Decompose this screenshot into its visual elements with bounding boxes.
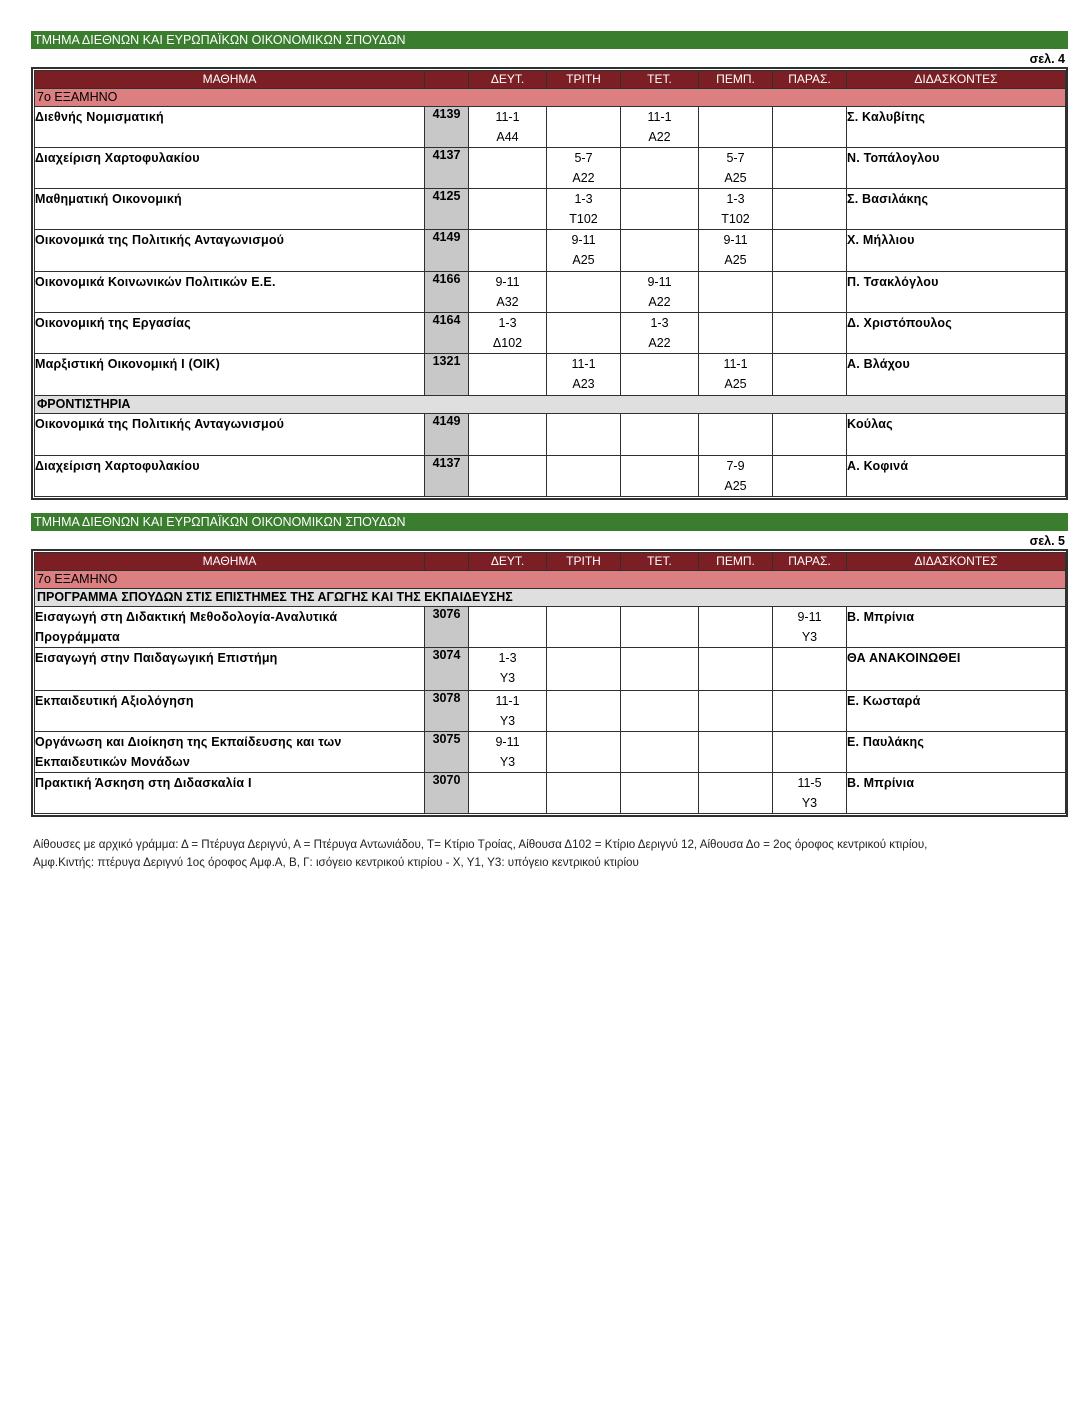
slot-time: 1-3 — [498, 651, 517, 665]
rooms-footnote — [33, 836, 1063, 872]
thursday-slot — [699, 354, 773, 396]
course-code: 4149 — [425, 230, 469, 272]
header-friday: ΠΑΡΑΣ. — [773, 71, 847, 89]
header-thursday: ΠΕΜΠ. — [699, 553, 773, 571]
monday-slot — [469, 414, 547, 456]
thursday-slot — [699, 272, 773, 313]
course-name: Διαχείριση Χαρτοφυλακίου — [35, 456, 425, 497]
teacher-name: Δ. Χριστόπουλος — [847, 313, 1066, 354]
slot-time: 9-11 — [723, 233, 748, 247]
course-name: Οικονομικά Κοινωνικών Πολιτικών Ε.Ε. — [35, 272, 425, 313]
teacher-name: Σ. Καλυβίτης — [847, 107, 1066, 148]
monday-slot — [469, 648, 547, 691]
header-monday: ΔΕΥΤ. — [469, 71, 547, 89]
wednesday-slot — [621, 773, 699, 814]
slot-time: 11-5 — [797, 776, 822, 790]
slot-room: Α25 — [724, 377, 747, 391]
wednesday-slot — [621, 354, 699, 396]
header-tuesday: ΤΡΙΤΗ — [547, 553, 621, 571]
slot-room: Α23 — [572, 377, 595, 391]
course-row — [35, 354, 1066, 396]
thursday-slot — [699, 773, 773, 814]
schedule-section-page-4 — [31, 31, 1068, 500]
monday-slot — [469, 313, 547, 354]
course-name: Εισαγωγή στην Παιδαγωγική Επιστήμη — [35, 648, 425, 691]
teacher-name: Χ. Μήλλιου — [847, 230, 1066, 272]
course-name: Εκπαιδευτική Αξιολόγηση — [35, 691, 425, 732]
friday-slot — [773, 148, 847, 189]
course-row — [35, 456, 1066, 497]
header-code — [425, 553, 469, 571]
tuesday-slot — [547, 414, 621, 456]
slot-room: Α44 — [496, 130, 519, 144]
slot-time: 1-3 — [726, 192, 745, 206]
tuesday-slot — [547, 607, 621, 648]
course-row — [35, 607, 1066, 648]
course-code: 3078 — [425, 691, 469, 732]
program-subheader-row — [35, 589, 1066, 607]
teacher-name: Β. Μπρίνια — [847, 773, 1066, 814]
course-code: 3075 — [425, 732, 469, 773]
course-code: 1321 — [425, 354, 469, 396]
thursday-slot — [699, 691, 773, 732]
course-code: 4137 — [425, 148, 469, 189]
slot-time: 9-11 — [495, 735, 520, 749]
course-name: Μαθηματική Οικονομική — [35, 189, 425, 230]
course-row — [35, 272, 1066, 313]
header-row — [35, 71, 1066, 89]
wednesday-slot — [621, 607, 699, 648]
thursday-slot — [699, 189, 773, 230]
friday-slot — [773, 773, 847, 814]
monday-slot — [469, 732, 547, 773]
department-banner: ΤΜΗΜΑ ΔΙΕΘΝΩΝ ΚΑΙ ΕΥΡΩΠΑΪΚΩΝ ΟΙΚΟΝΟΜΙΚΩΝ ΣΠΟΥΔΩΝ — [31, 31, 1068, 49]
teacher-name: Κούλας — [847, 414, 1066, 456]
header-wednesday: ΤΕΤ. — [621, 553, 699, 571]
monday-slot — [469, 691, 547, 732]
slot-room: Δ102 — [492, 336, 523, 350]
teacher-name: Β. Μπρίνια — [847, 607, 1066, 648]
monday-slot — [469, 456, 547, 497]
course-name: Μαρξιστική Οικονομική Ι (ΟΙΚ) — [35, 354, 425, 396]
monday-slot — [469, 107, 547, 148]
tuesday-slot — [547, 148, 621, 189]
wednesday-slot — [621, 313, 699, 354]
slot-time: 5-7 — [574, 151, 593, 165]
course-name: Πρακτική Άσκηση στη Διδασκαλία Ι — [35, 773, 425, 814]
wednesday-slot — [621, 230, 699, 272]
course-row — [35, 414, 1066, 456]
monday-slot — [469, 607, 547, 648]
slot-time: 11-1 — [647, 110, 672, 124]
monday-slot — [469, 189, 547, 230]
slot-room: Τ102 — [569, 212, 598, 226]
tuesday-slot — [547, 107, 621, 148]
course-row — [35, 732, 1066, 773]
course-code: 4164 — [425, 313, 469, 354]
slot-time: 11-1 — [495, 694, 520, 708]
wednesday-slot — [621, 189, 699, 230]
tuesday-slot — [547, 456, 621, 497]
page-number: σελ. 5 — [1029, 534, 1065, 548]
slot-time: 11-1 — [495, 110, 520, 124]
wednesday-slot — [621, 272, 699, 313]
course-code: 4166 — [425, 272, 469, 313]
course-code: 3074 — [425, 648, 469, 691]
thursday-slot — [699, 313, 773, 354]
course-code: 4125 — [425, 189, 469, 230]
monday-slot — [469, 230, 547, 272]
monday-slot — [469, 354, 547, 396]
course-row — [35, 189, 1066, 230]
course-code: 4139 — [425, 107, 469, 148]
course-code: 3076 — [425, 607, 469, 648]
semester-label: 7ο ΕΞΑΜΗΝΟ — [35, 89, 1066, 107]
slot-room: Α32 — [496, 295, 519, 309]
slot-time: 11-1 — [571, 357, 596, 371]
wednesday-slot — [621, 691, 699, 732]
wednesday-slot — [621, 648, 699, 691]
course-name: Οικονομική της Εργασίας — [35, 313, 425, 354]
friday-slot — [773, 691, 847, 732]
course-name: Οργάνωση και Διοίκηση της Εκπαίδευσης και των Εκπαιδευτικών Μονάδων — [35, 732, 425, 773]
course-row — [35, 148, 1066, 189]
slot-time: 1-3 — [650, 316, 669, 330]
course-row — [35, 107, 1066, 148]
slot-time: 9-11 — [495, 275, 520, 289]
slot-room: Υ3 — [499, 714, 516, 728]
schedule-table-frame — [31, 549, 1068, 817]
teacher-name: Ε. Παυλάκης — [847, 732, 1066, 773]
wednesday-slot — [621, 148, 699, 189]
department-banner: ΤΜΗΜΑ ΔΙΕΘΝΩΝ ΚΑΙ ΕΥΡΩΠΑΪΚΩΝ ΟΙΚΟΝΟΜΙΚΩΝ ΣΠΟΥΔΩΝ — [31, 513, 1068, 531]
tuesday-slot — [547, 313, 621, 354]
wednesday-slot — [621, 414, 699, 456]
schedule-section-page-5 — [31, 513, 1068, 817]
course-name: Διεθνής Νομισματική — [35, 107, 425, 148]
friday-slot — [773, 732, 847, 773]
thursday-slot — [699, 607, 773, 648]
footnote-line: Αίθουσες με αρχικό γράμμα: Δ = Πτέρυγα Δεριγνύ, Α = Πτέρυγα Αντωνιάδου, Τ= Κτίριο Τροίας, Αίθουσα Δ102 = Κτίριο Δεριγνύ 12, Αίθουσα Δο = 2ος όροφος κεντρικού κτιρίου, — [33, 838, 928, 851]
tuesday-slot — [547, 230, 621, 272]
course-code: 3070 — [425, 773, 469, 814]
slot-room: Α25 — [724, 479, 747, 493]
slot-time: 9-11 — [797, 610, 822, 624]
tuesday-slot — [547, 732, 621, 773]
tuesday-slot — [547, 773, 621, 814]
teacher-name: ΘΑ ΑΝΑΚΟΙΝΩΘΕΙ — [847, 648, 1066, 691]
slot-time: 9-11 — [647, 275, 672, 289]
footnote-line: Αμφ.Κιντής: πτέρυγα Δεριγνύ 1ος όροφος Αμφ.Α, Β, Γ: ισόγειο κεντρικού κτιρίου - Χ, Υ1, Υ3: υπόγειο κεντρικού κτιρίου — [33, 856, 639, 869]
slot-time: 1-3 — [498, 316, 517, 330]
course-name: Οικονομικά της Πολιτικής Ανταγωνισμού — [35, 230, 425, 272]
tutorials-label: ΦΡΟΝΤΙΣΤΗΡΙΑ — [35, 396, 1066, 414]
header-course: ΜΑΘΗΜΑ — [35, 553, 425, 571]
friday-slot — [773, 107, 847, 148]
thursday-slot — [699, 456, 773, 497]
course-name: Οικονομικά της Πολιτικής Ανταγωνισμού — [35, 414, 425, 456]
friday-slot — [773, 230, 847, 272]
header-course: ΜΑΘΗΜΑ — [35, 71, 425, 89]
slot-room: Υ3 — [499, 755, 516, 769]
slot-room: Τ102 — [721, 212, 750, 226]
thursday-slot — [699, 148, 773, 189]
friday-slot — [773, 414, 847, 456]
schedule-table — [34, 552, 1066, 814]
slot-time: 1-3 — [574, 192, 593, 206]
semester-row — [35, 89, 1066, 107]
thursday-slot — [699, 648, 773, 691]
wednesday-slot — [621, 732, 699, 773]
course-row — [35, 773, 1066, 814]
thursday-slot — [699, 732, 773, 773]
course-row — [35, 313, 1066, 354]
slot-room: Α22 — [648, 295, 671, 309]
header-wednesday: ΤΕΤ. — [621, 71, 699, 89]
friday-slot — [773, 313, 847, 354]
course-code: 4137 — [425, 456, 469, 497]
header-thursday: ΠΕΜΠ. — [699, 71, 773, 89]
monday-slot — [469, 148, 547, 189]
monday-slot — [469, 272, 547, 313]
monday-slot — [469, 773, 547, 814]
friday-slot — [773, 272, 847, 313]
schedule-table — [34, 70, 1066, 497]
header-friday: ΠΑΡΑΣ. — [773, 553, 847, 571]
teacher-name: Ν. Τοπάλογλου — [847, 148, 1066, 189]
semester-row — [35, 571, 1066, 589]
tuesday-slot — [547, 354, 621, 396]
slot-time: 5-7 — [726, 151, 745, 165]
header-row — [35, 553, 1066, 571]
slot-room: Υ3 — [801, 796, 818, 810]
tuesday-slot — [547, 648, 621, 691]
course-row — [35, 230, 1066, 272]
tutorials-row — [35, 396, 1066, 414]
teacher-name: Π. Τσακλόγλου — [847, 272, 1066, 313]
schedule-table-frame — [31, 67, 1068, 500]
slot-room: Υ3 — [801, 630, 818, 644]
slot-time: 9-11 — [571, 233, 596, 247]
course-row — [35, 691, 1066, 732]
header-tuesday: ΤΡΙΤΗ — [547, 71, 621, 89]
teacher-name: Σ. Βασιλάκης — [847, 189, 1066, 230]
course-name: Εισαγωγή στη Διδακτική Μεθοδολογία-Αναλυτικά Προγράμματα — [35, 607, 425, 648]
slot-room: Α22 — [648, 336, 671, 350]
thursday-slot — [699, 414, 773, 456]
slot-room: Α22 — [572, 171, 595, 185]
course-name: Διαχείριση Χαρτοφυλακίου — [35, 148, 425, 189]
friday-slot — [773, 648, 847, 691]
tuesday-slot — [547, 189, 621, 230]
slot-room: Α25 — [724, 171, 747, 185]
teacher-name: Ε. Κωσταρά — [847, 691, 1066, 732]
slot-room: Α25 — [572, 253, 595, 267]
thursday-slot — [699, 107, 773, 148]
teacher-name: Α. Βλάχου — [847, 354, 1066, 396]
teacher-name: Α. Κοφινά — [847, 456, 1066, 497]
friday-slot — [773, 456, 847, 497]
slot-time: 11-1 — [723, 357, 748, 371]
page-number: σελ. 4 — [1029, 52, 1065, 66]
header-code — [425, 71, 469, 89]
tuesday-slot — [547, 691, 621, 732]
semester-label: 7ο ΕΞΑΜΗΝΟ — [35, 571, 1066, 589]
friday-slot — [773, 189, 847, 230]
program-subheader: ΠΡΟΓΡΑΜΜΑ ΣΠΟΥΔΩΝ ΣΤΙΣ ΕΠΙΣΤΗΜΕΣ ΤΗΣ ΑΓΩΓΗΣ ΚΑΙ ΤΗΣ ΕΚΠΑΙΔΕΥΣΗΣ — [35, 589, 1066, 607]
wednesday-slot — [621, 107, 699, 148]
header-monday: ΔΕΥΤ. — [469, 553, 547, 571]
slot-room: Υ3 — [499, 671, 516, 685]
course-code: 4149 — [425, 414, 469, 456]
wednesday-slot — [621, 456, 699, 497]
friday-slot — [773, 354, 847, 396]
slot-room: Α25 — [724, 253, 747, 267]
thursday-slot — [699, 230, 773, 272]
header-teachers: ΔΙΔΑΣΚΟΝΤΕΣ — [847, 71, 1066, 89]
header-teachers: ΔΙΔΑΣΚΟΝΤΕΣ — [847, 553, 1066, 571]
tuesday-slot — [547, 272, 621, 313]
course-row — [35, 648, 1066, 691]
slot-time: 7-9 — [726, 459, 745, 473]
friday-slot — [773, 607, 847, 648]
slot-room: Α22 — [648, 130, 671, 144]
